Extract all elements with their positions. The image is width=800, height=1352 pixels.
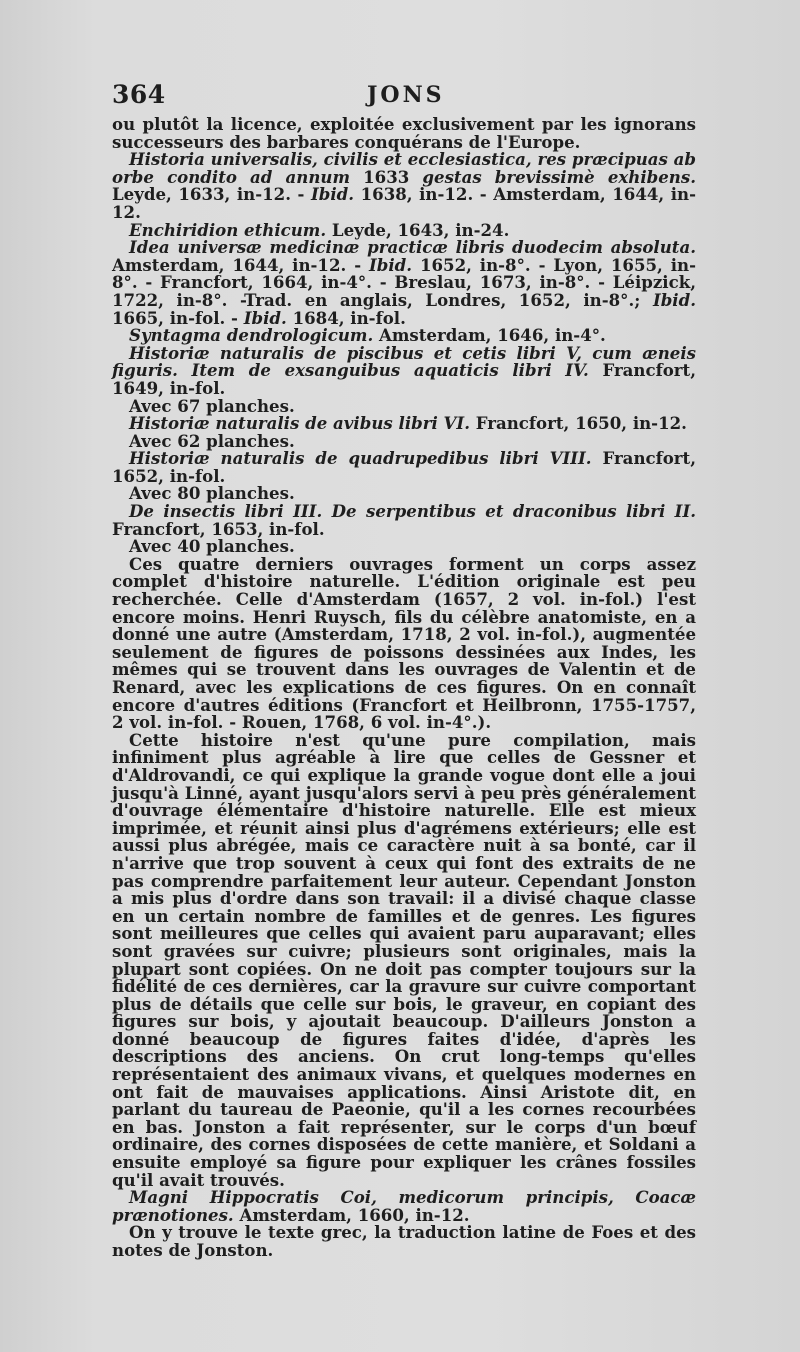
paragraph xyxy=(112,239,696,327)
text-run: 1633 xyxy=(350,166,423,187)
italic-title-text: Ibid. xyxy=(652,289,696,310)
paragraph xyxy=(112,729,696,1190)
paragraph xyxy=(112,503,696,538)
paragraph xyxy=(112,450,696,485)
italic-title-text: gestas brevissimè exhibens. xyxy=(422,166,696,187)
text-run: Leyde, 1633, in-12. - xyxy=(112,184,311,205)
paragraph xyxy=(112,151,696,221)
text-run: Avec 62 planches. xyxy=(129,430,295,451)
text-run: Cette histoire n'est qu'une pure compilation, mais infiniment plus agréable à lire que celles de Gessner et d'Aldrovandi, ce qui explique la grande vogue dont elle a joui jusqu'à Linné, ayant jusqu'alors servi à peu près généralement d'ouvrage élémentaire d'histoire naturelle. Elle est mieux imprimée, et réunit ainsi plus d'agrémens extérieurs; elle est aussi plus abrégée, mais ce caractère nuit à sa bonté, car il n'arrive que trop souvent à ceux qui font des extraits de ne pas comprendre parfaitement leur auteur. Cependant Jonston a mis plus d'ordre dans son travail: il a divisé chaque classe en un certain nombre de familles et de genres. Les figures sont meilleures que celles qui avaient paru auparavant; elles sont gravées sur cuivre; plusieurs sont originales, mais la plupart sont copiées. On ne doit pas compter toujours sur la fidélité de ces dernières, car la gravure sur cuivre comportant plus de détails que celle sur bois, le graveur, en copiant des figures sur bois, y ajoutait beaucoup. D'ailleurs Jonston a donné beaucoup de figures faites d'idée, d'après les descriptions des anciens. On crut long-temps qu'elles représentaient des animaux vivans, et quelques modernes en ont fait de mauvaises applications. Ainsi Aristote dit, en parlant du taureau de Paeonie, qu'il a les cornes recourbées en bas. Jonston a fait représenter, sur le corps d'un bœuf ordinaire, des cornes disposées de cette manière, et Soldani a ensuite employé sa figure pour expliquer les crânes fossiles qu'il avait trouvés. xyxy=(112,729,696,1190)
running-title: JONS xyxy=(367,82,445,108)
body-text xyxy=(112,116,696,1260)
text-run: Amsterdam, 1646, in-4°. xyxy=(373,325,606,346)
italic-title-text: Syntagma dendrologicum. xyxy=(129,325,374,346)
paragraph xyxy=(112,116,696,151)
italic-title-text: Ibid. xyxy=(243,307,287,328)
text-run: Francfort, 1649, in-fol. xyxy=(112,360,696,398)
text-run: Avec 80 planches. xyxy=(129,483,295,504)
italic-title-text: Ibid. xyxy=(311,184,355,205)
text-run: 1638, in-12. - Amsterdam, 1644, in-12. xyxy=(112,184,697,222)
page-header xyxy=(112,80,690,114)
text-run: 1684, in-fol. xyxy=(286,307,406,328)
paragraph xyxy=(112,1224,696,1259)
text-run: Avec 67 planches. xyxy=(129,395,295,416)
text-run: 1652, in-8°. - Lyon, 1655, in-8°. - Francfort, 1664, in-4°. - Breslau, 1673, in-8°. - Léipzick, 1722, in-8°. -Trad. en anglais, Londres, 1652, in-8°.; xyxy=(112,254,696,310)
paragraph xyxy=(112,342,696,398)
text-run: Amsterdam, 1644, in-12. - xyxy=(112,254,369,275)
paragraph xyxy=(112,1189,696,1224)
text-run: On y trouve le texte grec, la traduction latine de Foes et des notes de Jonston. xyxy=(112,1222,696,1260)
italic-title-text: De insectis libri III. De serpentibus et draconibus libri II. xyxy=(129,501,696,522)
italic-title-text: Magni Hippocratis Coi, medicorum principis, Coacæ prænotiones. xyxy=(112,1187,696,1225)
text-run: Amsterdam, 1660, in-12. xyxy=(233,1204,470,1225)
page-number: 364 xyxy=(112,80,166,109)
italic-title-text: Historia universalis, civilis et ecclesiastica, res præcipuas ab orbe condito ad annum xyxy=(112,149,696,187)
text-run: Avec 40 planches. xyxy=(129,536,295,557)
italic-title-text: Idea universæ medicinæ practicæ libris duodecim absoluta. xyxy=(129,237,696,258)
text-run: Francfort, 1653, in-fol. xyxy=(112,518,325,539)
italic-title-text: Historiæ naturalis de avibus libri VI. xyxy=(129,413,470,434)
italic-title-text: Ibid. xyxy=(368,254,413,275)
text-run: Ces quatre derniers ouvrages forment un corps assez complet d'histoire naturelle. L'édition originale est peu recherchée. Celle d'Amsterdam (1657, 2 vol. in-fol.) l'est encore moins. Henri Ruysch, fils du célèbre anatomiste, en a donné une autre (Amsterdam, 1718, 2 vol. in-fol.), augmentée seulement de figures de poissons dessinées aux Indes, les mêmes qui se trouvent dans les ouvrages de Valentin et de Renard, avec les explications de ces figures. On en connaît encore d'autres éditions (Francfort et Heilbronn, 1755-1757, 2 vol. in-fol. - Rouen, 1768, 6 vol. in-4°.). xyxy=(112,553,696,733)
text-run: Leyde, 1643, in-24. xyxy=(326,219,510,240)
italic-title-text: Historiæ naturalis de piscibus et cetis libri V, cum æneis figuris. Item de exsanguibus aquaticis libri IV. xyxy=(112,342,696,381)
text-run: ou plutôt la licence, exploitée exclusivement par les ignorans successeurs des barbares conquérans de l'Europe. xyxy=(112,114,696,152)
text-run: 1665, in-fol. - xyxy=(112,307,244,328)
italic-title-text: Enchiridion ethicum. xyxy=(129,219,327,240)
italic-title-text: Historiæ naturalis de quadrupedibus libri VIII. xyxy=(129,448,592,469)
text-run: Francfort, 1652, in-fol. xyxy=(112,448,696,486)
text-run: Francfort, 1650, in-12. xyxy=(469,413,687,434)
paragraph xyxy=(112,553,696,733)
